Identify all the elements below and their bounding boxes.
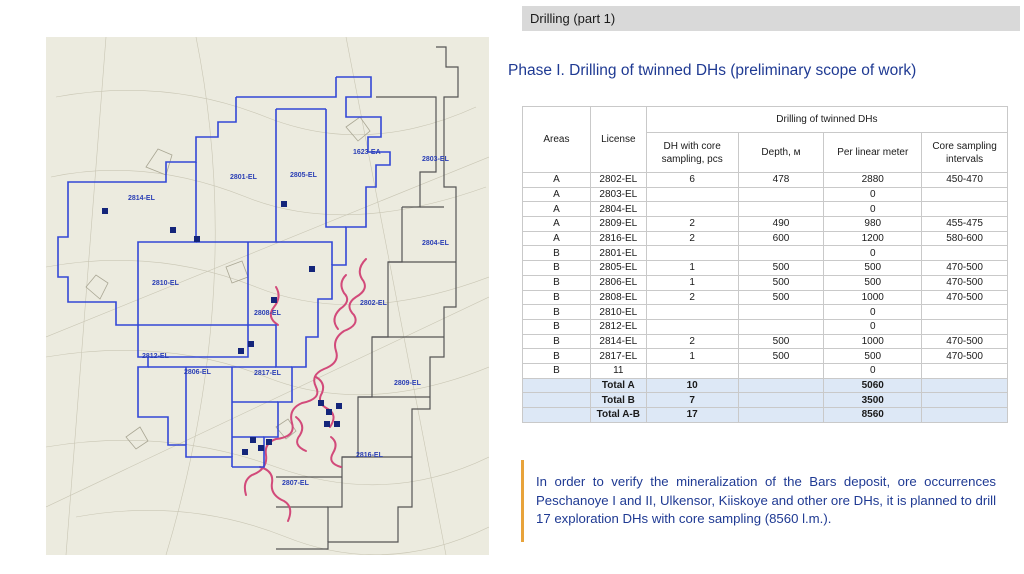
table-cell: Total A-B bbox=[590, 408, 646, 423]
table-row bbox=[523, 173, 1008, 188]
table-cell bbox=[523, 393, 591, 408]
table-cell: 17 bbox=[646, 408, 738, 423]
table-cell: 2 bbox=[646, 290, 738, 305]
table-cell bbox=[738, 393, 824, 408]
table-cell bbox=[646, 202, 738, 217]
table-row bbox=[523, 261, 1008, 276]
map-label: 2812-EL bbox=[142, 353, 169, 360]
table-cell bbox=[523, 378, 591, 393]
table-cell: 600 bbox=[738, 231, 824, 246]
table-cell: Total A bbox=[590, 378, 646, 393]
table-row bbox=[523, 305, 1008, 320]
table-cell: 500 bbox=[824, 261, 922, 276]
map-label: 2816-EL bbox=[356, 452, 383, 459]
table-cell: 2805-EL bbox=[590, 261, 646, 276]
table-row bbox=[523, 217, 1008, 232]
table-cell: 470-500 bbox=[922, 334, 1008, 349]
table-cell bbox=[922, 187, 1008, 202]
table-cell: 500 bbox=[738, 334, 824, 349]
map-label: 2804-EL bbox=[422, 240, 449, 247]
table-cell: 2810-EL bbox=[590, 305, 646, 320]
table-row bbox=[523, 349, 1008, 364]
table-cell: 6 bbox=[646, 173, 738, 188]
table-cell: 0 bbox=[824, 187, 922, 202]
table-row bbox=[523, 202, 1008, 217]
slide-header-bar bbox=[522, 6, 1020, 31]
table-cell bbox=[922, 378, 1008, 393]
license-map bbox=[46, 37, 489, 555]
table-cell: B bbox=[523, 246, 591, 261]
table-cell bbox=[922, 246, 1008, 261]
table-cell bbox=[922, 305, 1008, 320]
table-row bbox=[523, 187, 1008, 202]
license-map-svg bbox=[46, 37, 489, 555]
table-cell bbox=[738, 363, 824, 378]
table-cell: 455-475 bbox=[922, 217, 1008, 232]
header-linear-meter: Per linear meter bbox=[824, 133, 922, 173]
phase-title: Phase I. Drilling of twinned DHs (preliminary scope of work) bbox=[508, 62, 917, 79]
table-cell: A bbox=[523, 217, 591, 232]
header-sampling-intervals: Core sampling intervals bbox=[922, 133, 1008, 173]
table-cell: 500 bbox=[738, 275, 824, 290]
table-cell: 5060 bbox=[824, 378, 922, 393]
table-cell bbox=[646, 305, 738, 320]
table-row bbox=[523, 231, 1008, 246]
table-cell bbox=[646, 319, 738, 334]
table-cell: 1000 bbox=[824, 290, 922, 305]
table-cell bbox=[646, 246, 738, 261]
table-cell: 490 bbox=[738, 217, 824, 232]
table-cell: 0 bbox=[824, 363, 922, 378]
table-cell: 2802-EL bbox=[590, 173, 646, 188]
map-label: 2805-EL bbox=[290, 172, 317, 179]
header-areas: Areas bbox=[523, 107, 591, 173]
table-row bbox=[523, 319, 1008, 334]
table-cell bbox=[922, 202, 1008, 217]
table-cell: 2812-EL bbox=[590, 319, 646, 334]
table-cell: 500 bbox=[738, 261, 824, 276]
map-background bbox=[46, 37, 489, 555]
map-label: 1623-EA bbox=[353, 149, 381, 156]
map-label: 2801-EL bbox=[230, 174, 257, 181]
table-cell: B bbox=[523, 319, 591, 334]
header-license: License bbox=[590, 107, 646, 173]
table-cell: 450-470 bbox=[922, 173, 1008, 188]
table-cell: 2816-EL bbox=[590, 231, 646, 246]
table-cell bbox=[922, 408, 1008, 423]
table-cell: 2801-EL bbox=[590, 246, 646, 261]
table-cell: A bbox=[523, 202, 591, 217]
slide-header-title: Drilling (part 1) bbox=[530, 11, 616, 26]
table-cell: 0 bbox=[824, 246, 922, 261]
table-cell: 1200 bbox=[824, 231, 922, 246]
table-row bbox=[523, 363, 1008, 378]
table-cell: 1000 bbox=[824, 334, 922, 349]
header-group: Drilling of twinned DHs bbox=[646, 107, 1007, 133]
table-cell: B bbox=[523, 363, 591, 378]
table-cell: 478 bbox=[738, 173, 824, 188]
map-label: 2809-EL bbox=[394, 380, 421, 387]
map-label: 2808-EL bbox=[254, 310, 281, 317]
table-cell: 1 bbox=[646, 275, 738, 290]
table-cell: B bbox=[523, 349, 591, 364]
table-cell: B bbox=[523, 261, 591, 276]
table-cell: 2880 bbox=[824, 173, 922, 188]
table-cell: 500 bbox=[738, 349, 824, 364]
table-cell bbox=[738, 202, 824, 217]
table-cell: 7 bbox=[646, 393, 738, 408]
table-cell: 0 bbox=[824, 202, 922, 217]
map-label: 2814-EL bbox=[128, 195, 155, 202]
table-cell: 11 bbox=[590, 363, 646, 378]
table-cell bbox=[738, 305, 824, 320]
map-label: 2810-EL bbox=[152, 280, 179, 287]
header-dh-count: DH with core sampling, pcs bbox=[646, 133, 738, 173]
table-cell: 980 bbox=[824, 217, 922, 232]
table-cell bbox=[738, 246, 824, 261]
table-cell: A bbox=[523, 231, 591, 246]
table-cell: 0 bbox=[824, 305, 922, 320]
map-label: 2803-EL bbox=[422, 156, 449, 163]
table-cell: 3500 bbox=[824, 393, 922, 408]
total-row bbox=[523, 393, 1008, 408]
note-text: In order to verify the mineralization of the Bars deposit, ore occurrences Peschanoye I and II, Ulkensor, Kiiskoye and other ore DHs, it is planned to drill 17 exploration DHs with core sampling (8560 l.m.). bbox=[536, 474, 996, 526]
table-cell: 0 bbox=[824, 319, 922, 334]
table-cell: 500 bbox=[824, 349, 922, 364]
table-cell bbox=[646, 187, 738, 202]
table-cell bbox=[646, 363, 738, 378]
table-cell: 2814-EL bbox=[590, 334, 646, 349]
table-cell bbox=[922, 363, 1008, 378]
map-label: 2802-EL bbox=[360, 300, 387, 307]
header-depth: Depth, м bbox=[738, 133, 824, 173]
table-cell: 580-600 bbox=[922, 231, 1008, 246]
table-cell bbox=[738, 408, 824, 423]
table-cell: 8560 bbox=[824, 408, 922, 423]
table-cell: A bbox=[523, 187, 591, 202]
total-row bbox=[523, 378, 1008, 393]
table-cell: B bbox=[523, 305, 591, 320]
table-row bbox=[523, 275, 1008, 290]
table-row bbox=[523, 290, 1008, 305]
map-label: 2807-EL bbox=[282, 480, 309, 487]
table-cell: 2806-EL bbox=[590, 275, 646, 290]
note-accent-bar bbox=[521, 460, 524, 542]
table-cell: B bbox=[523, 275, 591, 290]
table-cell: 470-500 bbox=[922, 275, 1008, 290]
drilling-table bbox=[522, 106, 1008, 423]
map-label: 2817-EL bbox=[254, 370, 281, 377]
table-cell: B bbox=[523, 290, 591, 305]
table-cell: 500 bbox=[738, 290, 824, 305]
table-cell: 2 bbox=[646, 334, 738, 349]
table-cell: A bbox=[523, 173, 591, 188]
table-cell: 2 bbox=[646, 217, 738, 232]
table-cell: 470-500 bbox=[922, 261, 1008, 276]
table-cell: 1 bbox=[646, 349, 738, 364]
table-cell: 1 bbox=[646, 261, 738, 276]
table-cell: 500 bbox=[824, 275, 922, 290]
table-cell bbox=[738, 319, 824, 334]
table-cell: 2809-EL bbox=[590, 217, 646, 232]
table-cell bbox=[922, 319, 1008, 334]
table-cell: 2803-EL bbox=[590, 187, 646, 202]
table-cell bbox=[523, 408, 591, 423]
table-cell: B bbox=[523, 334, 591, 349]
table-body bbox=[523, 173, 1008, 423]
table-cell bbox=[738, 378, 824, 393]
table-cell: 2808-EL bbox=[590, 290, 646, 305]
table-cell: 470-500 bbox=[922, 290, 1008, 305]
table-cell: 2817-EL bbox=[590, 349, 646, 364]
table-cell: 470-500 bbox=[922, 349, 1008, 364]
map-label: 2806-EL bbox=[184, 369, 211, 376]
table-cell bbox=[738, 187, 824, 202]
table-cell bbox=[922, 393, 1008, 408]
table-cell: 2804-EL bbox=[590, 202, 646, 217]
table-cell: Total B bbox=[590, 393, 646, 408]
table-row bbox=[523, 334, 1008, 349]
table-cell: 10 bbox=[646, 378, 738, 393]
table-cell: 2 bbox=[646, 231, 738, 246]
table-row bbox=[523, 246, 1008, 261]
total-row bbox=[523, 408, 1008, 423]
